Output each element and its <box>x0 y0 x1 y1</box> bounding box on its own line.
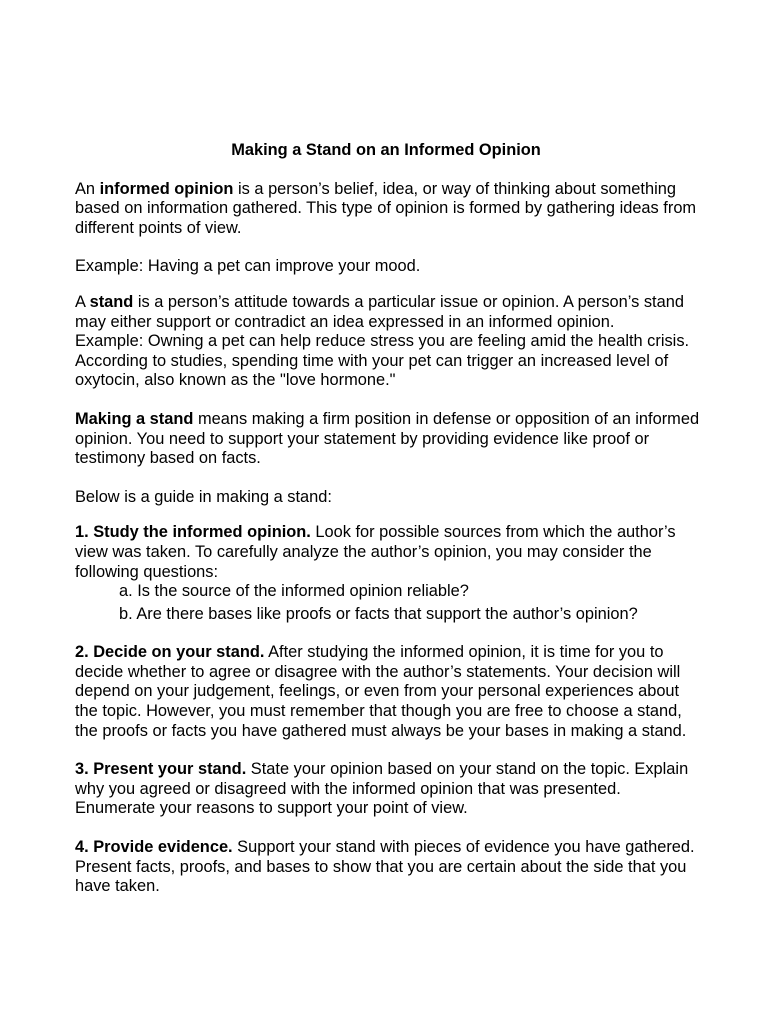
step-2-heading: 2. Decide on your stand. <box>75 643 265 662</box>
stand-text: is a person’s attitude towards a particular issue or opinion. A person’s stand may either support or contradict an idea expressed in an informed opinion. <box>75 292 684 331</box>
informed-opinion-term: informed opinion <box>99 179 234 198</box>
making-a-stand-definition <box>75 410 705 469</box>
step-1-question-a: a. Is the source of the informed opinion reliable? <box>119 582 469 601</box>
stand-term: stand <box>89 292 134 311</box>
step-2-text: After studying the informed opinion, it is time for you to decide whether to agree or disagree with the author’s statements. Your decision will depend on your judgement, feelings, or even from your personal experiences about the topic. However, you must remember that though you are free to choose a stand, the proofs or facts you have gathered must always be your bases in making a stand. <box>75 643 687 740</box>
step-3-heading: 3. Present your stand. <box>75 760 247 779</box>
informed-opinion-text: is a person’s belief, idea, or way of thinking about something based on information gathered. This type of opinion is formed by gathering ideas from different points of view. <box>75 179 697 237</box>
step-1-text: Look for possible sources from which the author’s view was taken. To carefully analyze the author’s opinion, you may consider the following questions: <box>75 523 676 581</box>
step-4-heading: 4. Provide evidence. <box>75 838 233 857</box>
stand-example: Example: Owning a pet can help reduce stress you are feeling amid the health crisis. According to studies, spending time with your pet can trigger an increased level of oxytocin, also known as the "love hormone." <box>75 332 690 390</box>
guide-intro: Below is a guide in making a stand: <box>75 487 332 506</box>
step-3 <box>75 760 705 819</box>
step-4 <box>75 838 705 897</box>
step-4-text: Support your stand with pieces of evidence you have gathered. Present facts, proofs, and bases to show that you are certain about the side that you have taken. <box>75 838 695 896</box>
informed-opinion-example: Example: Having a pet can improve your mood. <box>75 257 421 276</box>
document-page <box>75 141 705 897</box>
stand-definition <box>75 293 705 332</box>
step-1 <box>75 523 705 582</box>
step-1-heading: 1. Study the informed opinion. <box>75 523 311 542</box>
informed-opinion-intro: An <box>75 179 100 198</box>
document-title: Making a Stand on an Informed Opinion <box>231 141 541 159</box>
informed-opinion-definition <box>75 180 705 239</box>
stand-intro: A <box>75 292 90 311</box>
making-a-stand-text: means making a firm position in defense or opposition of an informed opinion. You need to support your statement by providing evidence like proof or testimony based on facts. <box>75 409 700 468</box>
step-2 <box>75 643 705 741</box>
step-1-question-b: b. Are there bases like proofs or facts that support the author’s opinion? <box>119 604 638 623</box>
step-3-text: State your opinion based on your stand on the topic. Explain why you agreed or disagreed with the informed opinion that was presented. Enumerate your reasons to support your point of view. <box>75 760 689 818</box>
making-a-stand-term: Making a stand <box>75 409 194 428</box>
